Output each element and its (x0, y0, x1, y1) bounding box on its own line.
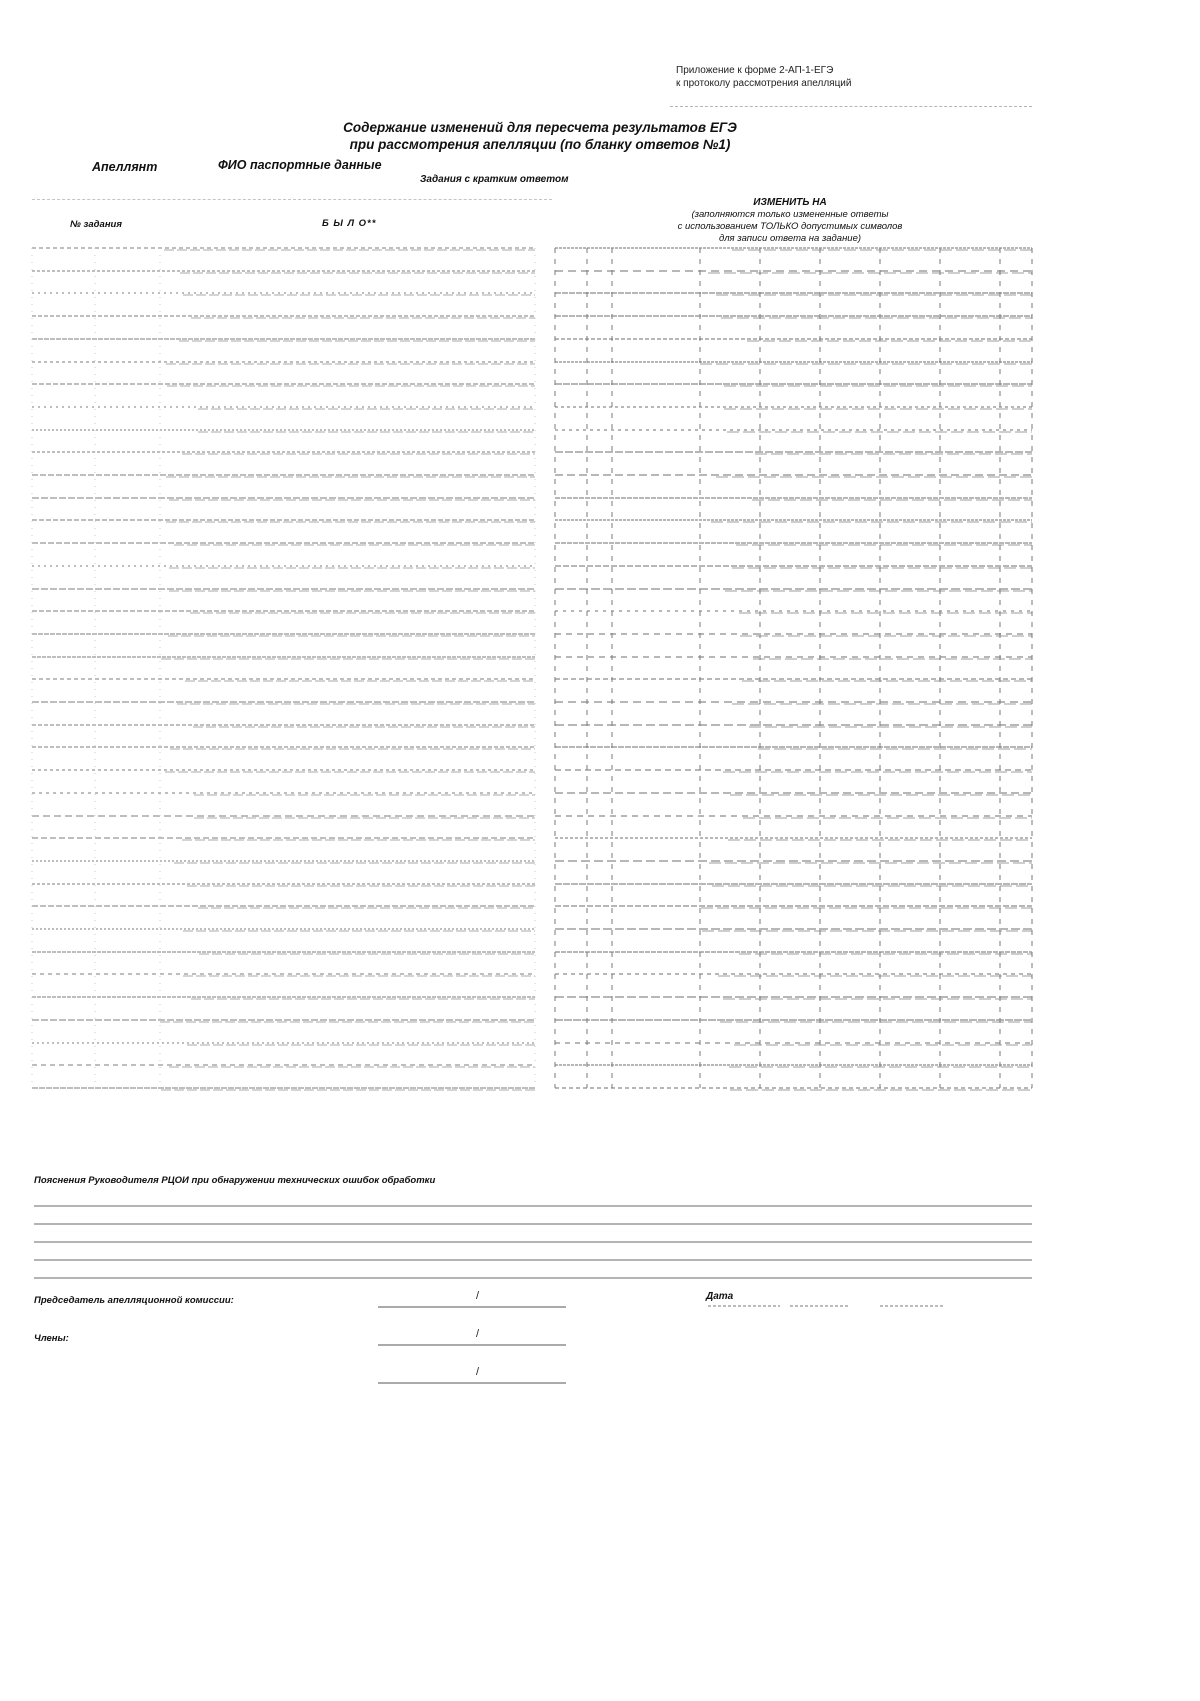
appendix-line-1: Приложение к форме 2-АП-1-ЕГЭ (676, 65, 834, 76)
members-label: Члены: (34, 1333, 69, 1344)
appellant-label: Апеллянт (92, 160, 158, 174)
title-line-2: при рассмотрения апелляции (по бланку ответов №1) (349, 137, 731, 152)
short-answer-tasks-label: Задания с кратким ответом (420, 174, 569, 185)
change-note-2: с использованием ТОЛЬКО допустимых символов (677, 221, 903, 232)
signature-slash-chair: / (476, 1290, 480, 1302)
date-label: Дата (706, 1291, 734, 1302)
fio-label: ФИО паспортные данные (218, 158, 382, 172)
change-note-3: для записи ответа на задание) (718, 233, 862, 244)
was-header: Б Ы Л О** (322, 218, 377, 229)
task-number-header: № задания (70, 219, 122, 230)
title-line-1: Содержание изменений для пересчета результатов ЕГЭ (343, 120, 737, 135)
signature-slash-member-1: / (476, 1328, 480, 1340)
change-note-1: (заполняются только измененные ответы (691, 209, 889, 220)
chairman-label: Председатель апелляционной комиссии: (34, 1295, 234, 1306)
signature-slash-member-2: / (476, 1366, 480, 1378)
change-to-title: ИЗМЕНИТЬ НА (753, 197, 827, 208)
explanation-label: Пояснения Руководителя РЦОИ при обнаружении технических ошибок обработки (34, 1175, 436, 1186)
appendix-line-2: к протоколу рассмотрения апелляций (676, 78, 852, 89)
